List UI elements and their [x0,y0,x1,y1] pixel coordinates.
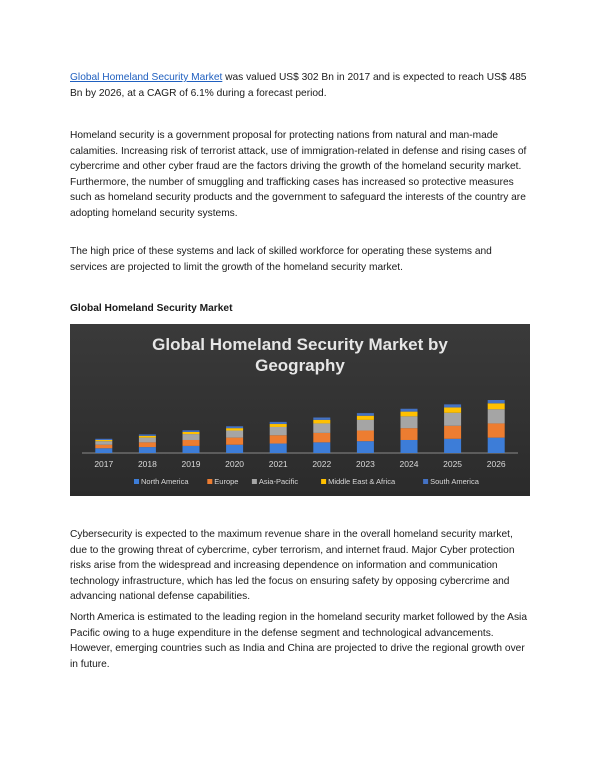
bar-middle-east-africa-2026 [488,403,505,409]
bar-middle-east-africa-2025 [444,407,461,412]
legend-label-middle-east-africa: Middle East & Africa [328,477,396,486]
bar-south-america-2025 [444,404,461,407]
intro-paragraph [70,70,530,101]
bar-europe-2017 [95,445,112,449]
paragraph-north-america: North America is estimated to the leading region in the homeland security market followed by the Asia Pacific owing to a huge expenditure in the defense segment and technological advancements. However, emerging countries such as India and China are projected to drive the regional growth over in future. [70,612,527,670]
bar-south-america-2018 [139,434,156,435]
bar-asia-pacific-2023 [357,420,374,431]
x-tick-label-2022: 2022 [312,459,332,469]
bar-south-america-2023 [357,413,374,416]
bar-south-america-2017 [95,439,112,440]
bar-middle-east-africa-2018 [139,436,156,438]
bar-middle-east-africa-2019 [183,432,200,434]
x-tick-label-2025: 2025 [443,459,463,469]
bar-south-america-2022 [313,418,330,420]
legend-swatch-asia-pacific [252,479,257,484]
bar-north-america-2024 [401,440,418,453]
x-tick-label-2017: 2017 [94,459,114,469]
bar-north-america-2017 [95,448,112,453]
bar-north-america-2020 [226,445,243,453]
bar-north-america-2023 [357,441,374,453]
bar-north-america-2026 [488,438,505,453]
bar-middle-east-africa-2022 [313,420,330,424]
bar-south-america-2024 [401,409,418,412]
bar-middle-east-africa-2024 [401,412,418,417]
bar-asia-pacific-2022 [313,423,330,432]
chart-title-line-2: Geography [255,356,345,375]
bar-middle-east-africa-2023 [357,416,374,420]
bar-europe-2021 [270,435,287,443]
bar-europe-2020 [226,438,243,445]
x-tick-label-2021: 2021 [268,459,288,469]
bar-north-america-2018 [139,447,156,453]
x-tick-label-2020: 2020 [225,459,245,469]
legend-label-asia-pacific: Asia-Pacific [258,477,299,486]
bar-asia-pacific-2018 [139,438,156,443]
bar-north-america-2022 [313,442,330,453]
x-tick-label-2024: 2024 [399,459,419,469]
legend-label-south-america: South America [430,477,479,486]
bar-europe-2023 [357,431,374,442]
bar-north-america-2021 [270,444,287,453]
paragraph-cybersecurity: Cybersecurity is expected to the maximum revenue share in the overall homeland security market, due to the growing threat of cybercrime, cyber terrorism, and internet fraud. Major Cyber protection risks arise from the widespread and increasing dependence on information and communication technology infrastructure, which has led the focus on ensuring safety by opposing cybercrime and advancing national defense capabilities. [70,529,515,603]
bar-asia-pacific-2021 [270,427,287,435]
legend-label-europe: Europe [214,477,239,486]
x-tick-label-2026: 2026 [486,459,506,469]
legend-swatch-south-america [423,479,428,484]
bar-europe-2019 [183,440,200,446]
market-report-link[interactable]: Global Homeland Security Market [70,72,223,83]
bar-south-america-2019 [183,430,200,432]
bar-middle-east-africa-2017 [95,440,112,441]
bar-asia-pacific-2025 [444,413,461,426]
legend-label-north-america: North America [141,477,189,486]
bar-asia-pacific-2024 [401,416,418,428]
geography-chart [70,324,530,496]
bar-asia-pacific-2017 [95,441,112,445]
bar-north-america-2025 [444,439,461,453]
chart-title: Global Homeland Security Market by [152,335,448,354]
bar-europe-2024 [401,428,418,440]
bar-south-america-2020 [226,426,243,428]
legend-swatch-middle-east-africa [321,479,326,484]
section-heading: Global Homeland Security Market [70,303,233,314]
bar-south-america-2021 [270,422,287,424]
paragraph-homeland-security: Homeland security is a government proposal for protecting nations from natural and man-made calamities. Increasing risk of terrorist attack, use of immigration-related in defense and rising cases of cybercrime and other cyber fraud are the factors driving the growth of the homeland security market. Furthermore, the number of smuggling and trafficking cases has increased so protective measures such as homeland security products and the government to safeguard the interests of the country are adopting homeland security systems. [70,130,527,219]
bar-south-america-2026 [488,400,505,403]
bar-asia-pacific-2019 [183,434,200,440]
x-tick-label-2023: 2023 [355,459,375,469]
bar-middle-east-africa-2020 [226,428,243,430]
bar-europe-2025 [444,426,461,439]
bar-north-america-2019 [183,446,200,453]
bar-europe-2018 [139,442,156,447]
bar-middle-east-africa-2021 [270,424,287,427]
x-tick-label-2018: 2018 [137,459,157,469]
legend-swatch-north-america [134,479,139,484]
x-tick-label-2019: 2019 [181,459,201,469]
paragraph-high-price: The high price of these systems and lack of skilled workforce for operating these systems and services are projected to limit the growth of the homeland security market. [70,246,492,273]
intro-text: was valued US$ 302 Bn in 2017 and is expected to reach US$ 485 Bn by 2026, at a CAGR of 6.1% during a forecast period. [70,72,527,99]
bar-europe-2022 [313,433,330,442]
chart-svg [70,324,530,496]
legend-swatch-europe [207,479,212,484]
bar-asia-pacific-2026 [488,409,505,423]
bar-europe-2026 [488,423,505,437]
bar-asia-pacific-2020 [226,431,243,438]
